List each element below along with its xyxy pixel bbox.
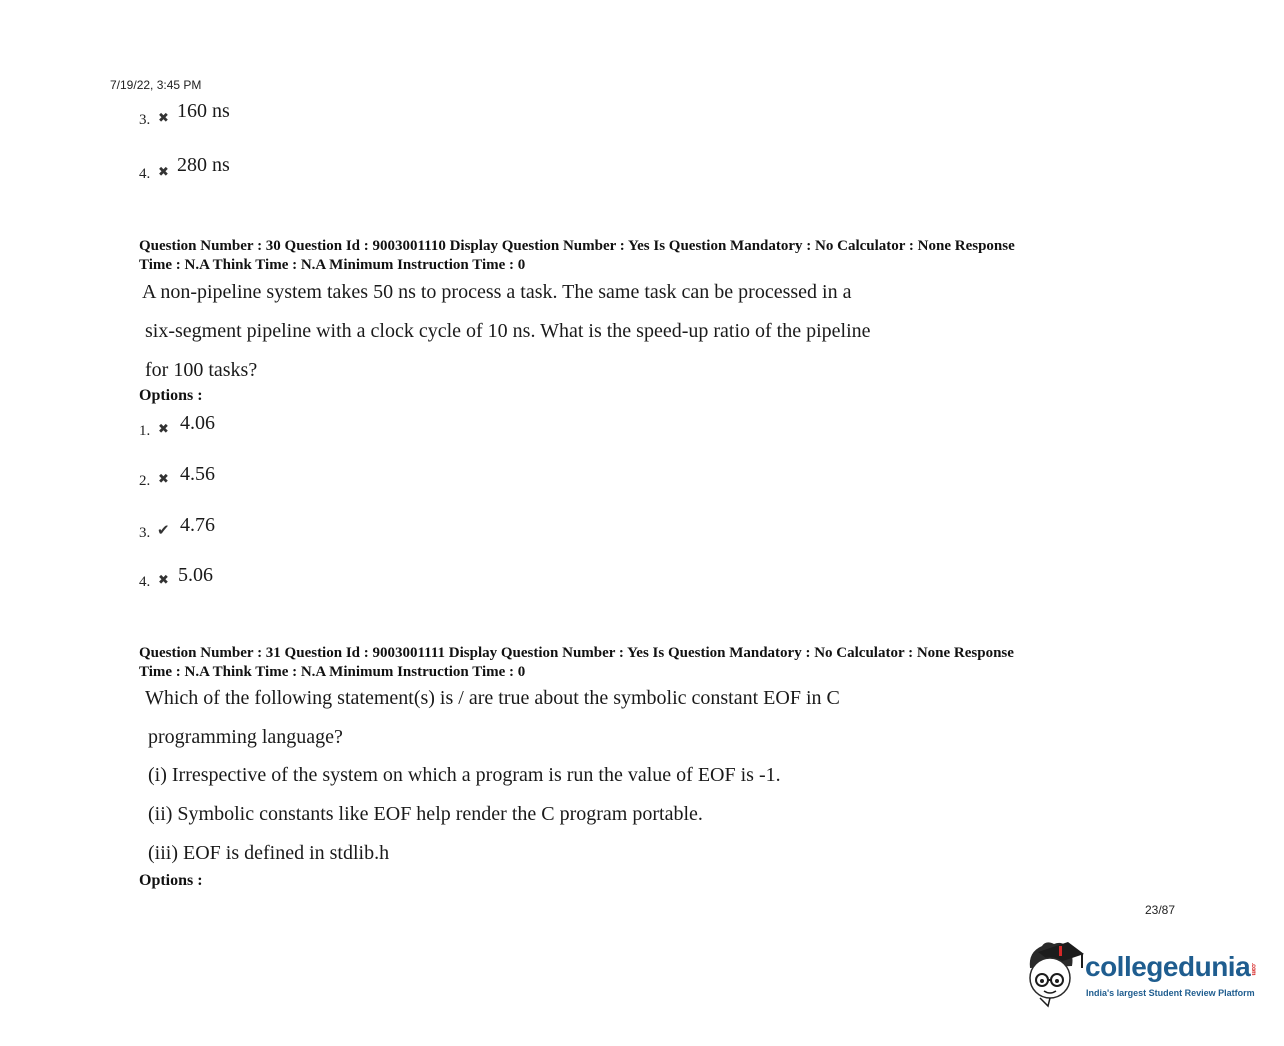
logo-tagline: India's largest Student Review Platform [1086, 988, 1255, 998]
cross-icon: ✖ [158, 471, 169, 486]
option-number: 2. [139, 473, 151, 489]
option-text: 4.76 [180, 514, 215, 536]
question-text-line: (ii) Symbolic constants like EOF help render the C program portable. [148, 803, 703, 825]
page-number: 23/87 [1145, 903, 1176, 917]
cross-icon: ✖ [158, 421, 169, 436]
option-text: 4.56 [180, 463, 215, 485]
question-header-line: Time : N.A Think Time : N.A Minimum Instruction Time : 0 [139, 664, 526, 680]
logo-wordmark [1085, 951, 1256, 983]
question-text-line: Which of the following statement(s) is / are true about the symbolic constant EOF in C [145, 687, 840, 709]
logo-suffix: .com [1250, 962, 1257, 975]
question-text-line: (iii) EOF is defined in stdlib.h [148, 842, 390, 864]
option-text: 5.06 [178, 564, 213, 586]
question-text-line: for 100 tasks? [145, 359, 258, 381]
cross-icon: ✖ [158, 110, 169, 125]
option-number: 4. [139, 166, 151, 182]
option-text: 4.06 [180, 412, 215, 434]
option-number: 1. [139, 423, 151, 439]
question-text-line: programming language? [148, 726, 343, 748]
question-header-line: Question Number : 30 Question Id : 9003001110 Display Question Number : Yes Is Question Mandatory : No Calculator : None Response [139, 238, 1015, 254]
option-number: 4. [139, 574, 151, 590]
option-number: 3. [139, 525, 151, 541]
collegedunia-logo [1024, 938, 1264, 1008]
cross-icon: ✖ [158, 164, 169, 179]
question-text-line: (i) Irrespective of the system on which a program is run the value of EOF is -1. [148, 764, 781, 786]
option-text: 280 ns [177, 154, 230, 176]
question-header [139, 644, 1129, 682]
question-text-line: A non-pipeline system takes 50 ns to process a task. The same task can be processed in a [142, 281, 852, 303]
question-header-line: Time : N.A Think Time : N.A Minimum Instruction Time : 0 [139, 257, 526, 273]
question-text-line: six-segment pipeline with a clock cycle of 10 ns. What is the speed-up ratio of the pipeline [145, 320, 871, 342]
option-number: 3. [139, 112, 151, 128]
student-mascot-icon [1024, 938, 1086, 1008]
options-label: Options : [139, 387, 203, 404]
option-text: 160 ns [177, 100, 230, 122]
cross-icon: ✖ [158, 572, 169, 587]
question-header [139, 237, 1129, 275]
check-icon: ✔ [157, 523, 170, 539]
question-header-line: Question Number : 31 Question Id : 9003001111 Display Question Number : Yes Is Question Mandatory : No Calculator : None Response [139, 645, 1014, 661]
print-timestamp: 7/19/22, 3:45 PM [110, 78, 202, 92]
options-label: Options : [139, 872, 203, 889]
logo-name: collegedunia [1085, 951, 1251, 982]
